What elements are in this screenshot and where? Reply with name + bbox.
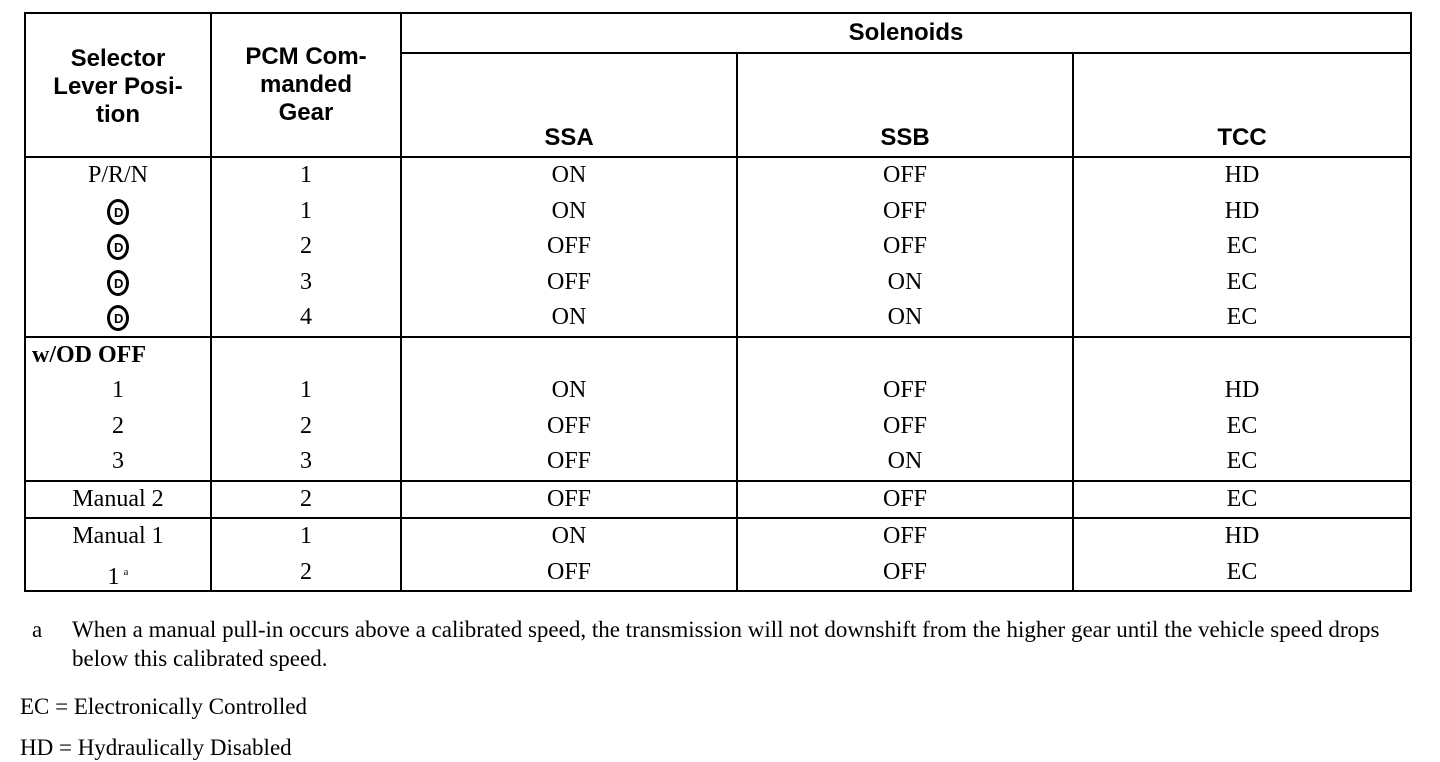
pcm-header-line: Gear [278,99,334,126]
tcc-header: TCC [1073,53,1411,157]
selector-cell [25,518,211,591]
ssb-value: ON [887,448,923,474]
od-off-label: w/OD OFF [32,341,146,368]
gear-value: 1 [300,162,312,188]
selector-cell [25,337,211,481]
tcc-value: EC [1226,233,1258,259]
pcm-commanded-gear-header [211,13,401,157]
ssa-cell [401,518,737,591]
table-row-group [25,157,1411,337]
ssa-value: ON [551,162,587,188]
gear-cell [211,157,401,337]
ssb-cell [737,157,1073,337]
ssb-cell [737,481,1073,519]
tcc-value: EC [1226,448,1258,474]
ssb-header: SSB [737,53,1073,157]
overdrive-d-icon [107,305,129,331]
tcc-value: HD [1224,197,1260,224]
footnote-marker: a [123,565,129,578]
solenoid-application-table-container [24,12,1410,592]
gear-value: 1 [300,377,312,403]
ssb-value: OFF [882,377,928,403]
selector-value: 1 [112,377,124,403]
tcc-value: EC [1226,558,1258,585]
ssa-cell [401,481,737,519]
footnote-text: When a manual pull-in occurs above a calibrated speed, the transmission will not downshift from the higher gear until the vehicle speed drops below this calibrated speed. [72,617,1380,671]
selector-lever-position-header [25,13,211,157]
solenoids-header: Solenoids [401,13,1411,53]
table-row-group [25,337,1411,481]
selector-header-line: Selector [70,45,166,72]
ssa-value: ON [551,304,587,330]
ssb-value: OFF [882,233,928,259]
ssa-value: OFF [546,268,592,295]
tcc-value: HD [1224,523,1260,549]
gear-value: 2 [300,233,312,259]
tcc-value: EC [1226,412,1258,439]
gear-cell [211,337,401,481]
ssa-cell [401,157,737,337]
tcc-cell [1073,157,1411,337]
selector-header-line: Lever Posi- [53,73,183,100]
gear-value: 1 [300,523,312,549]
selector-value: 2 [112,412,124,439]
selector-value: Manual 1 [72,523,164,549]
overdrive-d-icon [107,234,129,260]
ssa-value: OFF [546,558,592,585]
ssa-value: ON [551,377,587,403]
tcc-cell [1073,481,1411,519]
gear-value: 3 [300,448,312,474]
overdrive-d-icon [107,199,129,225]
gear-cell [211,481,401,519]
ssb-cell [737,518,1073,591]
tcc-value: EC [1226,304,1258,330]
gear-value: 3 [300,268,312,295]
ssa-value: ON [551,197,587,224]
legend-hd: HD = Hydraulically Disabled [20,735,292,760]
tcc-value: HD [1224,162,1260,188]
pcm-header-line: manded [259,71,352,98]
ssb-cell [737,337,1073,481]
footnote-mark: a [32,617,43,642]
ssa-cell [401,337,737,481]
selector-value: 3 [112,448,124,474]
pcm-header-line: PCM Com- [245,43,367,70]
tcc-value: HD [1224,377,1260,403]
selector-cell [25,481,211,519]
ssa-value: OFF [546,233,592,259]
ssa-header: SSA [401,53,737,157]
ssa-value: OFF [546,448,592,474]
tcc-value: EC [1226,268,1258,295]
ssb-value: OFF [882,197,928,224]
table-footnote [26,615,1406,673]
selector-cell [25,157,211,337]
gear-value: 1 [300,197,312,224]
selector-value: P/R/N [87,162,149,188]
table-row-group [25,481,1411,519]
table-row-group [25,518,1411,591]
ssb-value: OFF [882,485,928,512]
gear-value: 2 [300,485,312,512]
selector-value: 1 [107,563,120,590]
ssa-value: ON [551,523,587,549]
gear-value: 4 [300,304,312,330]
ssa-value: OFF [546,485,592,512]
ssb-value: OFF [882,523,928,549]
ssa-value: OFF [546,412,592,439]
ssb-value: ON [887,304,923,330]
tcc-value: EC [1226,485,1258,512]
tcc-cell [1073,337,1411,481]
tcc-cell [1073,518,1411,591]
overdrive-d-icon [107,270,129,296]
legend-ec: EC = Electronically Controlled [20,694,307,719]
selector-header-line: tion [96,101,140,128]
gear-value: 2 [300,558,312,585]
ssb-value: OFF [882,558,928,585]
ssb-value: OFF [882,412,928,439]
gear-cell [211,518,401,591]
ssb-value: OFF [882,162,928,188]
gear-value: 2 [300,412,312,439]
selector-value: Manual 2 [72,485,164,512]
ssb-value: ON [887,268,923,295]
solenoid-application-table [24,12,1412,592]
